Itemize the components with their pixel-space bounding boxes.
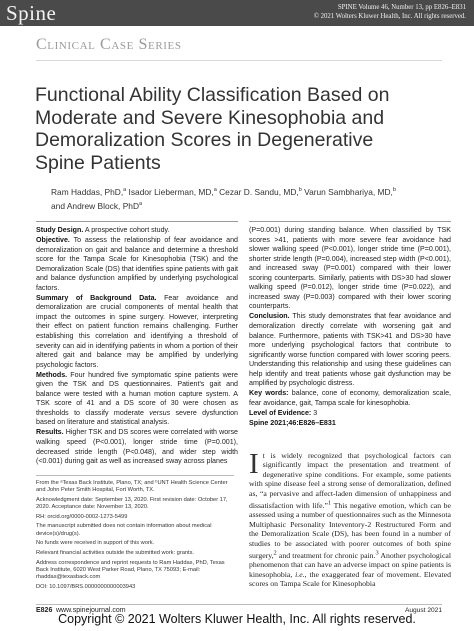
results-start: Results. Higher TSK and DS scores were correlated with worse walking speed (P<0.001), longer stride time (P=0.001), decreased stride length (P<0.048), and wider step width (<0.001) during gait as well as increased sway across planes (36, 428, 238, 466)
drop-cap: I (249, 448, 259, 480)
authors-line-1: Ram Haddas, PhD,$^a$ Isador Lieberman, MD,$^a$ Cezar D. Sandu, MD,$^b$ Varun Sambhariya, MD,$^b$ (51, 186, 396, 197)
level-of-evidence: Level of Evidence: 3 (249, 408, 318, 417)
background: Summary of Background Data. Fear avoidance and demoralization are crucial components of mental health that impact the outcomes in spine surgery. However, interpreting their effect on patient function remains challenging. Further establishing this correlation and identifying a threshold of severity can aid in identifying patients in whom a portion of their altered gait and balance may be amplified by underlying psychologic factors. (36, 293, 238, 369)
study-design: Study Design. A prospective cohort study. (36, 226, 170, 234)
journal-info (314, 3, 466, 21)
affil-orcid: RH: orcid.org/0000-0002-1273-5499 (36, 513, 128, 520)
affil-funds: No funds were received in support of this work. (36, 540, 155, 547)
journal-website: www.spinejournal.com (56, 607, 126, 614)
keywords: Key words: balance, cone of economy, demoralization scale, fear avoidance, gait, Tampa scale for kinesophobia. (249, 389, 451, 407)
section-label: Clinical Case Series (36, 36, 182, 53)
journal-logo: Spine (6, 1, 57, 25)
header-copyright: © 2021 Wolters Kluwer Health, Inc. All rights reserved. (313, 13, 466, 20)
results-continued: (P=0.001) during standing balance. When classified by TSK scores >41, patients with more severe fear avoidance had slower walking speed (P<0.001), longer stride time (P=0.001), shorter stride length (P=0.004), increased step width (P<0.001), and increased sway (P=0.001) compared with their lower scoring counterparts. Similarly, patients with DS>30 had slower walking speed (P=0.012), longer stride time (P=0.022), and increased sway (P=0.003) compared with their lower scoring counterparts. (249, 226, 451, 311)
copyright-notice: Copyright © 2021 Wolters Kluwer Health, Inc. All rights reserved. (58, 612, 416, 626)
citation: Spine 2021;46:E826–E831 (249, 418, 336, 427)
footer-divider (36, 604, 442, 605)
issue-date: August 2021 (404, 607, 442, 614)
affil-ack: Acknowledgment date: September 13, 2020. First revision date: October 17, 2020. Acceptance date: November 13, 2020. (36, 496, 228, 511)
doi: DOI: 10.1097/BRS.0000000000003943 (36, 583, 136, 590)
methods: Methods. Four hundred five symptomatic spine patients were given the TSK and DS questionnaires. Patient's gait and balance were tested with a human motion capture system. A TSK score of 41 and a DS score of 30 were chosen as thresholds to classify moderate versus severe dysfunction based on literature and statistical analysis. (36, 370, 238, 427)
introduction (249, 448, 451, 589)
affil-from: From the ᵃTexas Back Institute, Plano, TX; and ᵇUNT Health Science Center and John Peter Smith Hospital, Fort Worth, TX. (36, 480, 228, 494)
abstract-column-right (249, 226, 451, 429)
article-title: Functional Ability Classification Based on Moderate and Severe Kinesophobia and Demoralization Scores in Degenerative Spine Patients (35, 84, 390, 174)
page-number: E826 (36, 607, 53, 614)
author-list (51, 184, 431, 213)
abstract-rule-left (36, 221, 238, 222)
volume-line: SPINE Volume 46, Number 13, pp E826–E831 (337, 4, 466, 11)
affil-financial: Relevant financial activities outside the submitted work: grants. (36, 549, 195, 556)
section-divider (36, 60, 442, 61)
affiliations (36, 480, 234, 593)
abstract-rule-right (249, 221, 451, 222)
intro-text: t is widely recognized that psychological factors can significantly impact the presentation and treatment of degenerative spine conditions. For example, some patients with spine disease feel a strong sense of demoralization, defined as, “a pervasive and affect-laden dimension of unhappiness and dissatisfaction with life.”$^1$ This negative emotion, which can be assessed using a number of questionnaires such as the Minnesota Multiphasic Personality Inteventory-2 Restructured Form and the Demoralization Scale (DS), has been found in a number of studies to be associated with poorer outcomes of both spine surgery,$^2$ and treatment for chronic pain.$^3$ Another psychological phenomenon that can have an adverse impact on spine patients is kinesophobia, i.e., the exaggerated fear of movement. Elevated scores on Tampa Scale for Kinesophobia (249, 451, 451, 589)
authors-line-2: and Andrew Block, PhD$^a$ (51, 201, 143, 212)
journal-header-bar (0, 0, 474, 26)
affil-devices: The manuscript submitted does not contain information about medical device(s)/drug(s). (36, 523, 212, 537)
conclusion: Conclusion. This study demonstrates that fear avoidance and demoralization directly correlate with worsening gait and balance. Furthermore, patients with TSK>41 and DS>30 have more underlying psychological factors that contribute to significantly worse function compared with lower scoring peers. Understanding this relationship and using these guidelines can help identify and treat patients whose gait dysfunction may be amplified by psychologic distress. (249, 312, 451, 388)
objective: Objective. To assess the relationship of fear avoidance and demoralization on gait and balance and determine a threshold score for the Tampa Scale for Kinesophobia (TSK) and the Demoralization Scale (DS) that identifies spine patients with gait and balance dysfunction amplified by underlying psychological factors. (36, 236, 238, 292)
abstract-column-left (36, 226, 238, 467)
affil-address: Address correspondence and reprint requests to Ram Haddas, PhD, Texas Back Institute, 6020 West Parker Road, Plano, TX 75093; E-mail: rhaddas@texasback.com (36, 559, 225, 581)
affiliation-divider (36, 475, 234, 476)
